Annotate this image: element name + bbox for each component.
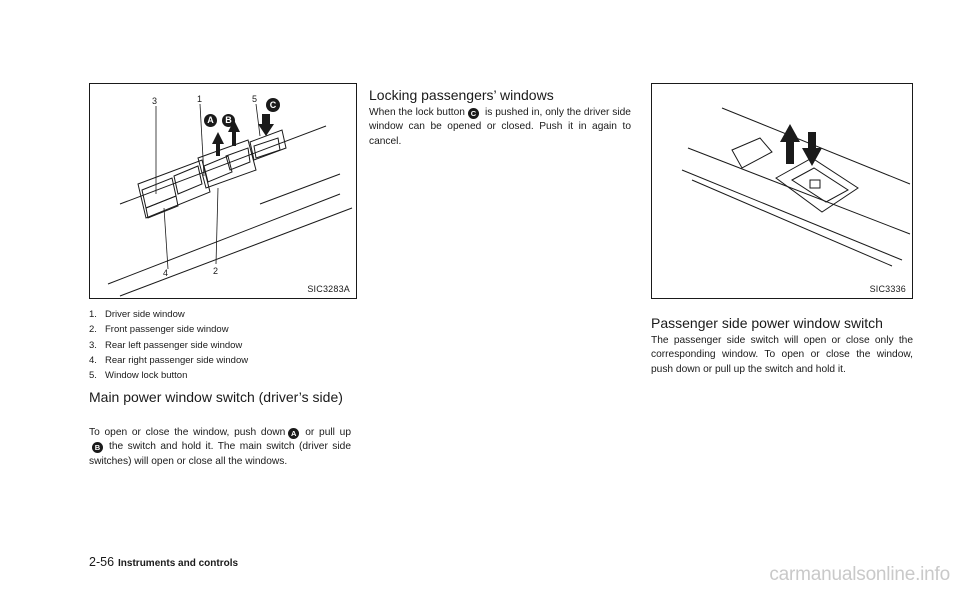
arrow-up	[780, 124, 800, 164]
legend-item: 4. Rear right passenger side window	[89, 354, 249, 366]
section-title: Instruments and controls	[118, 558, 239, 569]
badge-b-inline: B	[92, 442, 103, 453]
badge-c: C	[266, 98, 280, 112]
paragraph-locking: When the lock button C is pushed in, only the driver side window can be opened or closed. Push it in again to cancel.	[369, 107, 631, 147]
legend-item: 1. Driver side window	[89, 309, 185, 320]
callout-3: 3	[152, 96, 158, 106]
figure-driver-switches	[89, 83, 357, 299]
arrow-lock-c	[258, 114, 274, 136]
legend-item: 2. Front passenger side window	[89, 324, 229, 336]
heading-locking: Locking passengers’ windows	[369, 87, 554, 103]
page-footer	[89, 555, 238, 569]
figure-passenger-switch	[651, 83, 913, 299]
badge-a: A	[204, 114, 217, 127]
figure-label: SIC3283A	[307, 284, 350, 294]
legend-item: 5. Window lock button	[89, 370, 188, 382]
heading-passenger-switch: Passenger side power window switch	[651, 315, 883, 331]
page-number: 2-56	[89, 555, 115, 569]
figure-legend	[89, 307, 248, 383]
legend-item: 3. Rear left passenger side window	[89, 339, 243, 351]
callout-1: 1	[197, 94, 203, 104]
badge-b: B	[222, 114, 235, 127]
paragraph-passenger-switch: The passenger side switch will open or close only the corresponding window. To open or close the window, push down or pull up the switch and hold it.	[651, 335, 913, 375]
callout-5: 5	[252, 94, 258, 104]
badge-a-inline: A	[288, 428, 299, 439]
paragraph-main-switch: To open or close the window, push down A or pull upB the switch and hold it. The main switch (driver side switches) will open or close all the windows.	[89, 427, 351, 467]
heading-main-switch: Main power window switch (driver’s side)	[89, 389, 343, 405]
watermark: carmanualsonline.info	[769, 564, 950, 585]
callout-2: 2	[213, 266, 219, 276]
callout-4: 4	[163, 268, 169, 278]
badge-c-inline: C	[468, 108, 479, 119]
figure-label: SIC3336	[869, 284, 906, 294]
arrow-down	[802, 132, 822, 166]
passenger-switch-illustration	[652, 84, 912, 298]
